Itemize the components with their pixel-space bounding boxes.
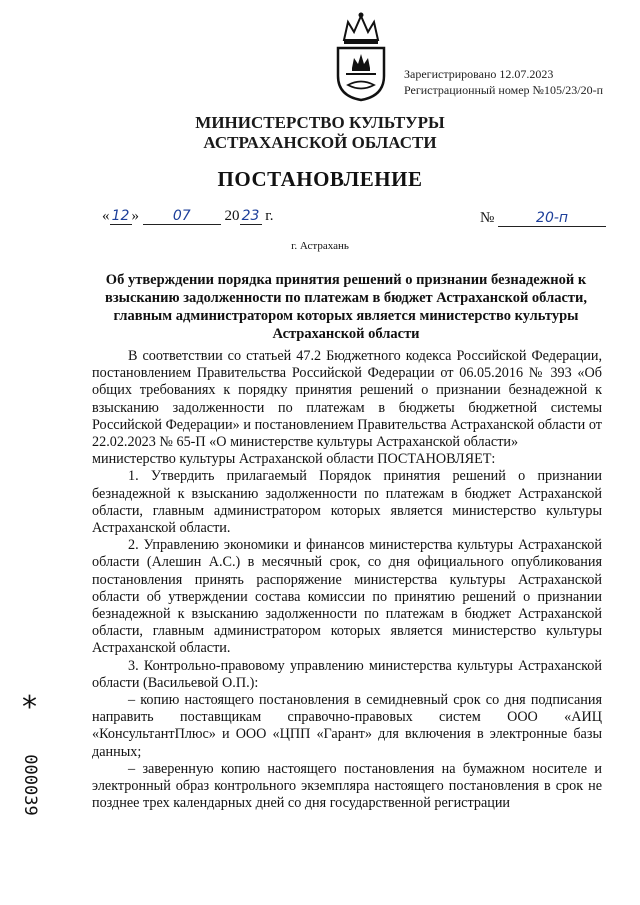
date-year-suffix: 23 (240, 208, 262, 225)
paragraph-item-2: 2. Управлению экономики и финансов министерства культуры Астраханской области (Алешин А.С.) в месячный срок, со дня официального опубликования постановления принять распоряжение министерства культуры Астраханской области об утверждении состава комиссии по принятию решений о признании безнадежной к взысканию задолженности по платежам в бюджет Астраханской области, главным администратором которых является министерство культуры Астраханской области. (92, 537, 602, 657)
number-mark: № (480, 210, 495, 226)
margin-serial-number (16, 745, 44, 825)
document-number (480, 210, 606, 227)
paragraph-item-1: 1. Утвердить прилагаемый Порядок принятия решений о признании безнадежной к взысканию задолженности по платежам в бюджет Астраханской области, главным администратором которых является министерство культуры Астраханской области. (92, 468, 602, 537)
margin-star: * (22, 690, 37, 725)
svg-text:000039: 000039 (20, 754, 40, 816)
paragraph-item-3-dash-2: – заверенную копию настоящего постановления на бумажном носителе и электронный образ контрольного экземпляра настоящего постановления в срок не позднее трех календарных дней со дня государственной регистрации (92, 760, 602, 812)
ministry-line-1: МИНИСТЕРСТВО КУЛЬТУРЫ (195, 113, 445, 132)
date-year-prefix: 20 (224, 208, 240, 224)
registration-date: Зарегистрировано 12.07.2023 (404, 67, 554, 81)
registration-number: Регистрационный номер №105/23/20-п (404, 83, 604, 97)
date-open-quote: « (102, 208, 110, 224)
city-name: г. Астрахань (291, 240, 349, 252)
document-type: ПОСТАНОВЛЕНИЕ (217, 167, 423, 191)
date-month: 07 (143, 208, 221, 225)
paragraph-resolves: министерство культуры Астраханской области ПОСТАНОВЛЯЕТ: (92, 451, 496, 468)
date-close-quote: » (131, 208, 139, 224)
coat-of-arms-emblem (330, 10, 392, 102)
ministry-name (0, 113, 640, 153)
date-year-mark: г. (265, 208, 274, 224)
document-title: Об утверждении порядка принятия решений о признании безнадежной к взысканию задолженности по платежам в бюджет Астраханской области, главным администратором которых является министерство культуры Астраханской области (104, 272, 587, 342)
paragraph-item-3: 3. Контрольно-правовому управлению министерства культуры Астраханской области (Васильевой О.П.): (92, 657, 602, 691)
registration-stamp (404, 66, 603, 98)
document-date (102, 208, 273, 225)
number-value: 20-п (498, 210, 606, 227)
document-body (92, 348, 602, 812)
date-day: 12 (110, 208, 132, 225)
ministry-line-2: АСТРАХАНСКОЙ ОБЛАСТИ (203, 133, 437, 152)
paragraph-item-3-dash-1: – копию настоящего постановления в семидневный срок со дня подписания направить поставщикам справочно-правовых систем ООО «АИЦ «КонсультантПлюс» и ООО «ЦПП «Гарант» для включения в электронные базы данных; (92, 692, 602, 760)
paragraph-preamble: В соответствии со статьей 47.2 Бюджетного кодекса Российской Федерации, постановлением Правительства Российской Федерации от 06.05.2016 № 393 «Об общих требованиях к порядку принятия решений о признании безнадежной к взысканию задолженности по платежам в бюджеты бюджетной системы Российской Федерации» и постановлением Правительства Астраханской области от 22.02.2023 № 65-П «О министерстве культуры Астраханской области» (92, 348, 602, 451)
